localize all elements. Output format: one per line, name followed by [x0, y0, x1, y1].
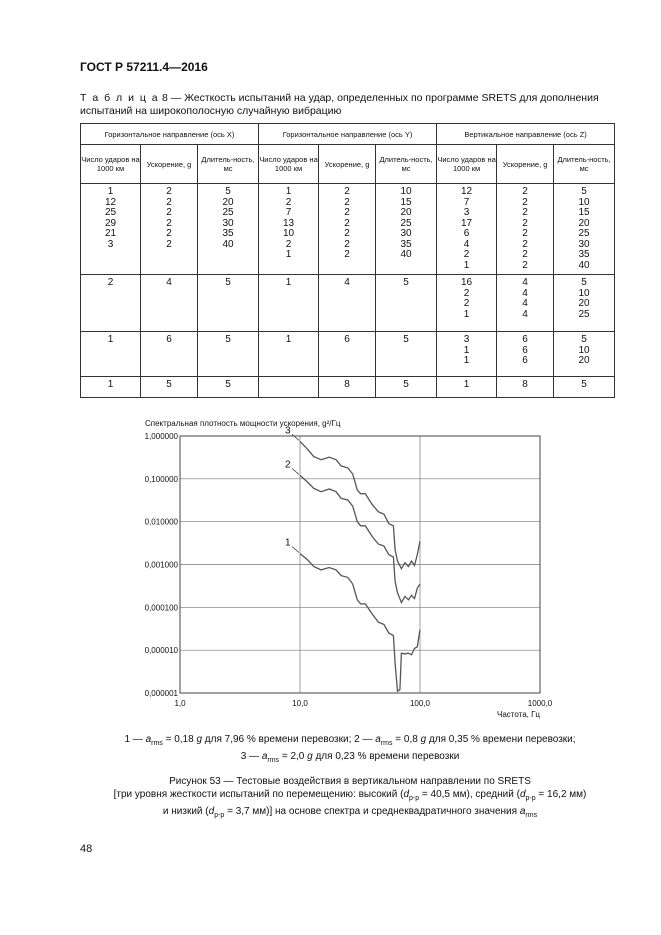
series-label-1: 1 [285, 537, 291, 549]
y-tick-label: 1,000000 [144, 432, 178, 441]
group-header-y: Горизонтальное направление (ось Y) [259, 124, 437, 145]
series-leader-1 [292, 547, 299, 553]
sub-header: Ускорение, g [319, 145, 376, 184]
table-cell: 6 [141, 332, 198, 377]
figure-caption [80, 775, 620, 822]
table-caption-text: 8 — Жесткость испытаний на удар, определенных по программе SRETS для дополнения испытаний на широкополосную случайную вибрацию [80, 92, 599, 117]
table-cell: 5 [376, 332, 437, 377]
table-cell: 1 [437, 377, 497, 398]
sub-header: Ускорение, g [497, 145, 554, 184]
figure-caption-line-2: [три уровня жесткости испытаний по перемещению: высокий ($d_{p-p} = 40,5$ мм), средний ($d_{p-p} = 16,2$ мм) [113, 789, 587, 802]
group-header-x: Горизонтальное направление (ось X) [81, 124, 259, 145]
table-cell: 4 [319, 275, 376, 332]
table-cell: 4 4 4 4 [497, 275, 554, 332]
table-cell: 12 7 3 17 6 4 2 1 [437, 184, 497, 275]
table-cell: 6 6 6 [497, 332, 554, 377]
table-cell: 5 [198, 377, 259, 398]
x-tick-label: 100,0 [409, 699, 431, 708]
legend-line-1: 1 — $a_{rms} = 0,18$ g для 7,96 % времени перевозки; 2 — $a_{rms} = 0,8$ g для 0,35 % времени перевозки; [124, 734, 576, 747]
table-cell: 5 [141, 377, 198, 398]
chart-title: Спектральная плотность мощности ускорения, g²/Гц [145, 419, 341, 428]
series-line-2 [300, 475, 420, 602]
table-cell: 1 2 7 13 10 2 1 [259, 184, 319, 275]
sub-header: Ускорение, g [141, 145, 198, 184]
table-cell: 2 2 2 2 2 2 2 2 [497, 184, 554, 275]
y-tick-label: 0,000001 [144, 689, 178, 698]
table-cell: 2 2 2 2 2 2 2 [319, 184, 376, 275]
series-leader-2 [292, 468, 299, 474]
series-leader-3 [292, 434, 299, 440]
sub-header: Число ударов на 1000 км [81, 145, 141, 184]
series-label-2: 2 [285, 459, 291, 471]
table-cell: 5 [198, 332, 259, 377]
table-cell: 4 [141, 275, 198, 332]
table-cell: 1 [259, 332, 319, 377]
sub-header: Число ударов на 1000 км [437, 145, 497, 184]
table-cell: 1 [81, 332, 141, 377]
sub-header: Длитель-ность, мс [376, 145, 437, 184]
table-cell: 8 [319, 377, 376, 398]
figure-caption-line-3: и низкий ($d_{p-p} = 3,7$ мм)] на основе спектра и среднеквадратичного значения $a_{rms}$ [162, 806, 538, 819]
document-header: ГОСТ Р 57211.4—2016 [80, 60, 208, 74]
table-cell: 5 10 20 25 [554, 275, 615, 332]
x-tick-label: 10,0 [292, 699, 308, 708]
y-tick-label: 0,000100 [144, 603, 178, 613]
table-cell: 5 [554, 377, 615, 398]
group-header-z: Вертикальное направление (ось Z) [437, 124, 615, 145]
x-tick-label: 1,0 [174, 699, 186, 708]
table-cell: 5 10 20 [554, 332, 615, 377]
table-cell: 16 2 2 1 [437, 275, 497, 332]
figure-legend [80, 733, 620, 767]
table-cell: 5 [376, 275, 437, 332]
y-tick-label: 0,100000 [144, 474, 178, 484]
series-line-1 [300, 554, 420, 692]
y-tick-label: 0,001000 [144, 560, 178, 570]
series-line-3 [300, 441, 420, 568]
table-cell: 1 [81, 377, 141, 398]
table-caption-lead: Т а б л и ц а [80, 92, 160, 104]
y-tick-label: 0,010000 [144, 517, 178, 527]
table-cell: 2 2 2 2 2 2 [141, 184, 198, 275]
table-cell: 8 [497, 377, 554, 398]
sub-header: Длитель-ность, мс [198, 145, 259, 184]
sub-header: Число ударов на 1000 км [259, 145, 319, 184]
table-cell: 5 10 15 20 25 30 35 40 [554, 184, 615, 275]
table-cell: 5 [376, 377, 437, 398]
x-tick-label: 1000,0 [527, 699, 553, 708]
page-number: 48 [80, 843, 93, 855]
table-cell: 1 [259, 275, 319, 332]
table-cell: 2 [81, 275, 141, 332]
table-cell: 5 20 25 30 35 40 [198, 184, 259, 275]
legend-line-2: 3 — $a_{rms} = 2,0$ g для 0,23 % времени перевозки [240, 751, 460, 764]
x-axis-label: Частота, Гц [496, 710, 540, 719]
table-cell: 1 12 25 29 21 3 [81, 184, 141, 275]
table-cell: 3 1 1 [437, 332, 497, 377]
table-cell: 6 [319, 332, 376, 377]
series-label-3: 3 [285, 425, 291, 437]
table-cell: 5 [198, 275, 259, 332]
table-cell: 10 15 20 25 30 35 40 [376, 184, 437, 275]
figure-caption-line-1: Рисунок 53 — Тестовые воздействия в вертикальном направлении по SRETS [169, 776, 531, 787]
y-tick-label: 0,000010 [144, 646, 178, 656]
sub-header: Длитель-ность, мс [554, 145, 615, 184]
